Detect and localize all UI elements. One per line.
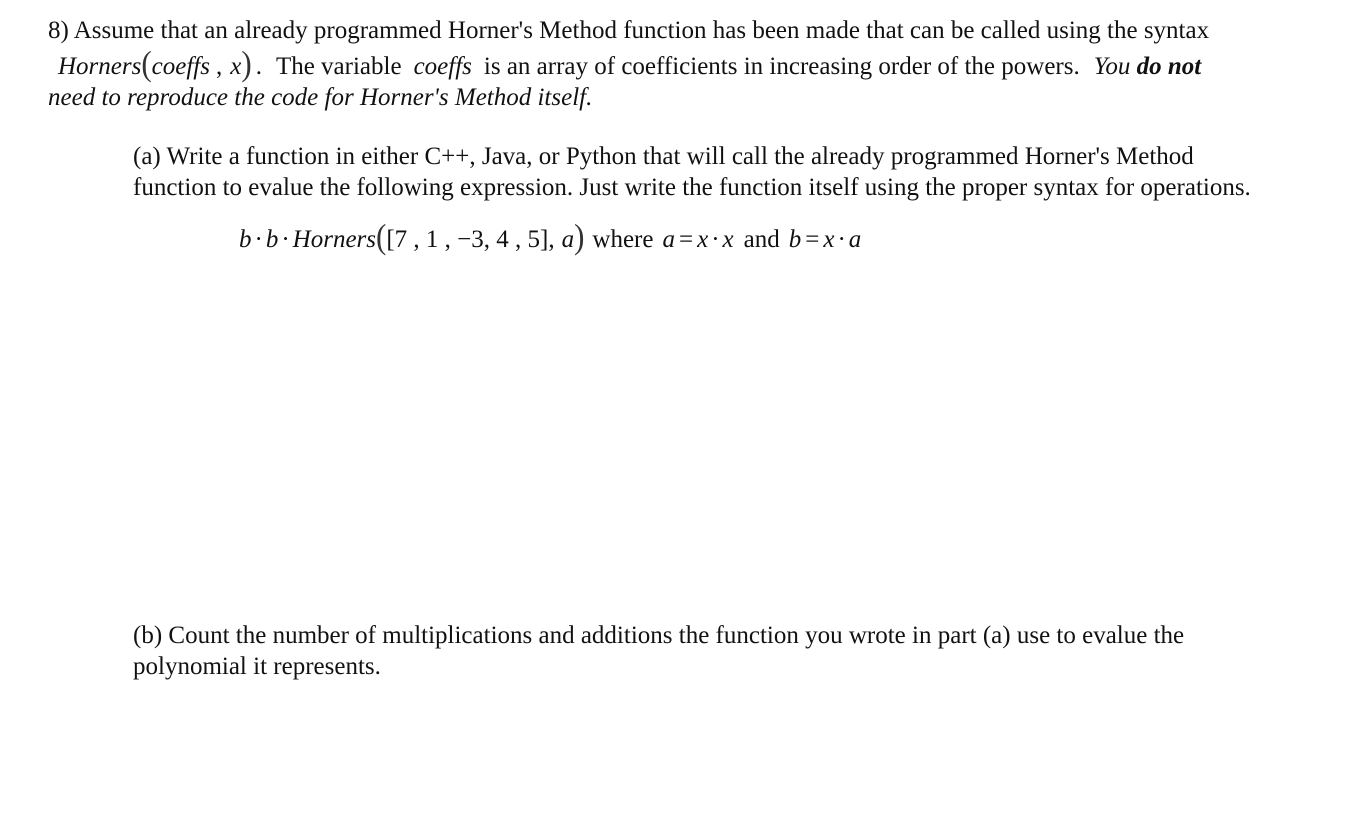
expr-fn: Horners (292, 226, 376, 253)
expr-list: [7 , 1 , −3, 4 , 5] (386, 226, 549, 253)
expr-where: where (592, 226, 654, 253)
expr-open-paren: ( (376, 216, 387, 257)
variable-description: is an array of coefficients in increasing order of the powers. (483, 53, 1080, 80)
part-a-text-1: (a) Write a function in either C++, Java, or Python that will call the already programmed Horner's Method (133, 143, 1194, 170)
expr-dot1: · (254, 226, 263, 253)
open-paren: ( (141, 43, 152, 84)
expr-dot2: · (281, 226, 290, 253)
expr-dot4: · (837, 226, 846, 253)
question-line-1 (48, 16, 1209, 46)
part-a-line-1 (133, 142, 1194, 172)
question-line-2 (58, 43, 1202, 84)
expr-x3: x (823, 226, 835, 253)
expr-x1: x (697, 226, 709, 253)
syntax-period: . (255, 53, 262, 80)
expr-a-var: a (662, 226, 675, 253)
expr-comma: , (548, 226, 555, 253)
variable-intro: The variable (275, 53, 402, 80)
expr-b1: b (239, 226, 252, 253)
part-b-text-2: polynomial it represents. (133, 653, 381, 680)
expr-and: and (743, 226, 780, 253)
part-b-line-2 (133, 652, 381, 682)
expr-a2: a (848, 226, 862, 253)
expr-arg: a (561, 226, 575, 253)
part-b-line-1 (133, 621, 1184, 651)
part-a-text-2: function to evalue the following expression. Just write the function itself using the proper syntax for operations. (133, 174, 1251, 201)
note-text: need to reproduce the code for Horner's Method itself. (48, 84, 593, 111)
expr-eq1: = (678, 226, 694, 253)
part-a-expression (239, 216, 862, 257)
expr-x2: x (722, 226, 734, 253)
syntax-function-name: Horners (58, 53, 142, 80)
question-line-3 (48, 83, 592, 113)
question-text-1: Assume that an already programmed Horner's Method function has been made that can be called using the syntax (73, 17, 1210, 44)
close-paren: ) (241, 43, 252, 84)
syntax-arg-x: x (230, 53, 242, 80)
note-do-not: do not (1136, 53, 1202, 80)
expr-b2: b (265, 226, 279, 253)
expr-b-var: b (788, 226, 802, 253)
syntax-arg-coeffs: coeffs (151, 53, 210, 80)
part-a-line-2 (133, 173, 1251, 203)
variable-coeffs: coeffs (413, 53, 472, 80)
expr-dot3: · (711, 226, 720, 253)
part-b-text-1: (b) Count the number of multiplications and additions the function you wrote in part (a) use to evalue the (133, 622, 1185, 649)
note-you: You (1093, 53, 1131, 80)
question-number: 8) (48, 17, 69, 44)
expr-close-paren: ) (574, 216, 585, 257)
expr-eq2: = (805, 226, 820, 253)
syntax-comma: , (216, 53, 223, 80)
